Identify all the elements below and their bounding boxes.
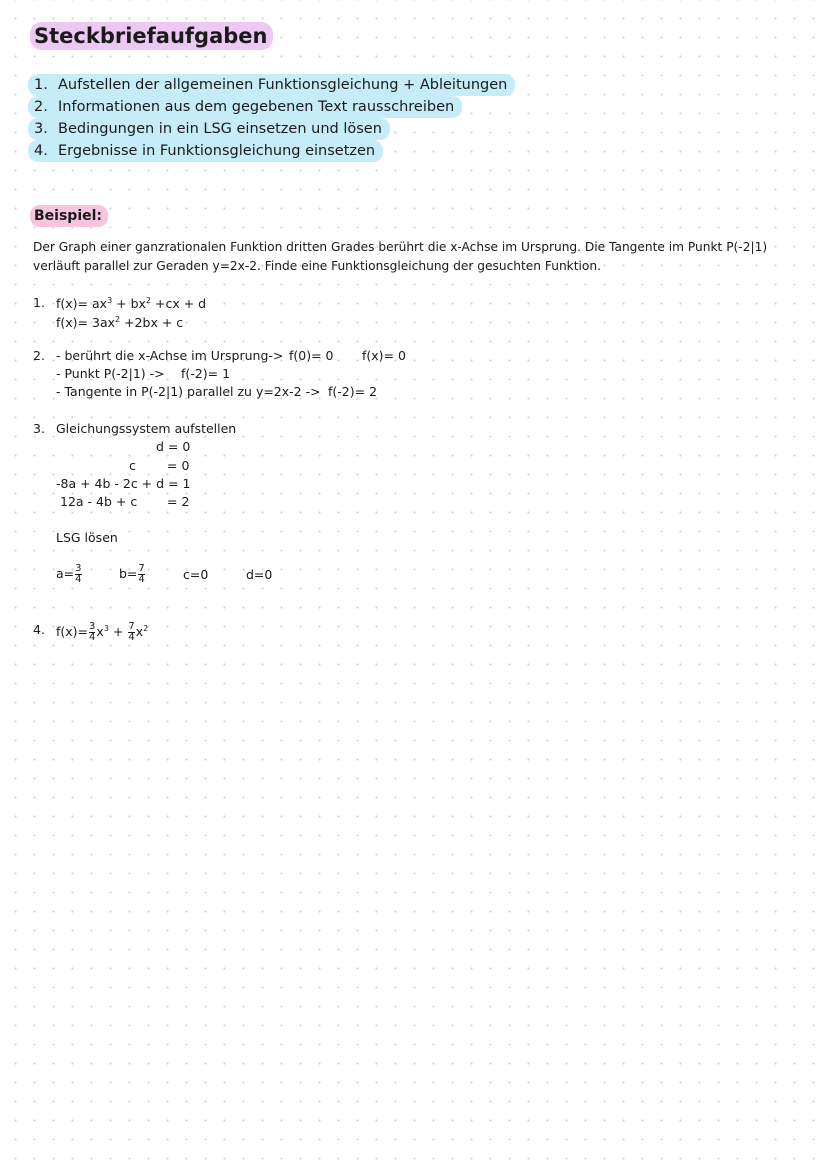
- fn-part: +2bx + c: [120, 315, 184, 331]
- step-text: Bedingungen in ein LSG einsetzen und lösen: [58, 121, 382, 137]
- numerator: 7: [128, 621, 135, 633]
- fraction: [128, 622, 134, 643]
- equation-2-lhs: c: [129, 458, 136, 473]
- solution-c: c=0: [183, 567, 209, 582]
- condition-1-eq-a: f(0)= 0: [289, 348, 334, 363]
- example-text: Der Graph einer ganzrationalen Funktion dritten Grades berührt die x-Achse im Ursprung. Die Tangente im Punkt P(-2|1) verläuft parallel zur Geraden y=2x-2. Finde eine Funktionsgleichung der gesuchten Funktion.: [33, 240, 768, 273]
- step-number: 3.: [34, 121, 48, 137]
- fn-exponent: 2: [145, 296, 152, 305]
- condition-1: - berührt die x-Achse im Ursprung->: [56, 348, 284, 363]
- numerator: 3: [75, 563, 82, 574]
- equation-2-rhs: = 0: [167, 458, 190, 473]
- equation-4-lhs: 12a - 4b + c: [60, 494, 138, 509]
- final-function: [56, 616, 148, 645]
- equation-3: -8a + 4b - 2c + d = 1: [56, 476, 191, 491]
- denominator: 4: [128, 632, 135, 644]
- step-number: 2.: [34, 99, 48, 115]
- example-label: Beispiel:: [30, 205, 108, 227]
- step-text: Ergebnisse in Funktionsgleichung einsetzen: [58, 143, 376, 159]
- fn-exponent: 3: [103, 624, 109, 633]
- equation-1: d = 0: [156, 439, 191, 454]
- step-number: 1.: [34, 77, 48, 93]
- step-text: Informationen aus dem gegebenen Text rausschreiben: [58, 99, 455, 115]
- condition-2: - Punkt P(-2|1) ->: [56, 366, 165, 381]
- denominator: 4: [138, 574, 145, 585]
- solution-label: b=: [119, 566, 138, 581]
- solution-b: [119, 561, 146, 587]
- function-general: [56, 292, 206, 313]
- condition-3-eq: f(-2)= 2: [328, 384, 378, 399]
- fraction: [89, 622, 95, 643]
- fn-part: f(x)= ax: [56, 296, 108, 312]
- condition-1-eq-b: f(x)= 0: [362, 348, 406, 363]
- solution-d: d=0: [246, 567, 273, 582]
- variable: x: [135, 624, 144, 640]
- step-2: [28, 96, 462, 118]
- equation-4-rhs: = 2: [167, 494, 190, 509]
- step-3: [28, 118, 390, 140]
- step-text: Aufstellen der allgemeinen Funktionsgleichung + Ableitungen: [58, 77, 508, 93]
- fn-part: f(x)= 3ax: [56, 315, 116, 331]
- fn-part: +cx + d: [151, 296, 207, 312]
- condition-3: - Tangente in P(-2|1) parallel zu y=2x-2 ->: [56, 384, 321, 399]
- function-derivative: [56, 311, 183, 332]
- fraction: [75, 564, 81, 585]
- step-1: [28, 74, 515, 96]
- page-title: Steckbriefaufgaben: [30, 22, 273, 50]
- fn-exponent: 3: [107, 296, 113, 305]
- fn-exponent: 2: [143, 624, 149, 633]
- s1-number: 1.: [33, 295, 45, 310]
- system-heading: Gleichungssystem aufstellen: [56, 421, 237, 436]
- fraction: [138, 564, 144, 585]
- solution-label: a=: [56, 566, 75, 581]
- s2-number: 2.: [33, 348, 45, 363]
- numerator: 3: [89, 621, 96, 633]
- s3-number: 3.: [33, 421, 45, 436]
- s4-number: 4.: [33, 622, 45, 637]
- condition-2-eq: f(-2)= 1: [181, 366, 231, 381]
- fn-exponent: 2: [115, 315, 121, 324]
- step-4: [28, 140, 383, 162]
- fn-part: + bx: [112, 296, 146, 312]
- fn-label: f(x)=: [56, 624, 89, 640]
- step-number: 4.: [34, 143, 48, 159]
- denominator: 4: [89, 632, 96, 644]
- solution-a: [56, 561, 83, 587]
- numerator: 7: [138, 563, 145, 574]
- solve-label: LSG lösen: [56, 530, 118, 545]
- denominator: 4: [75, 574, 82, 585]
- variable: x: [96, 624, 104, 640]
- plus-sign: +: [112, 624, 124, 640]
